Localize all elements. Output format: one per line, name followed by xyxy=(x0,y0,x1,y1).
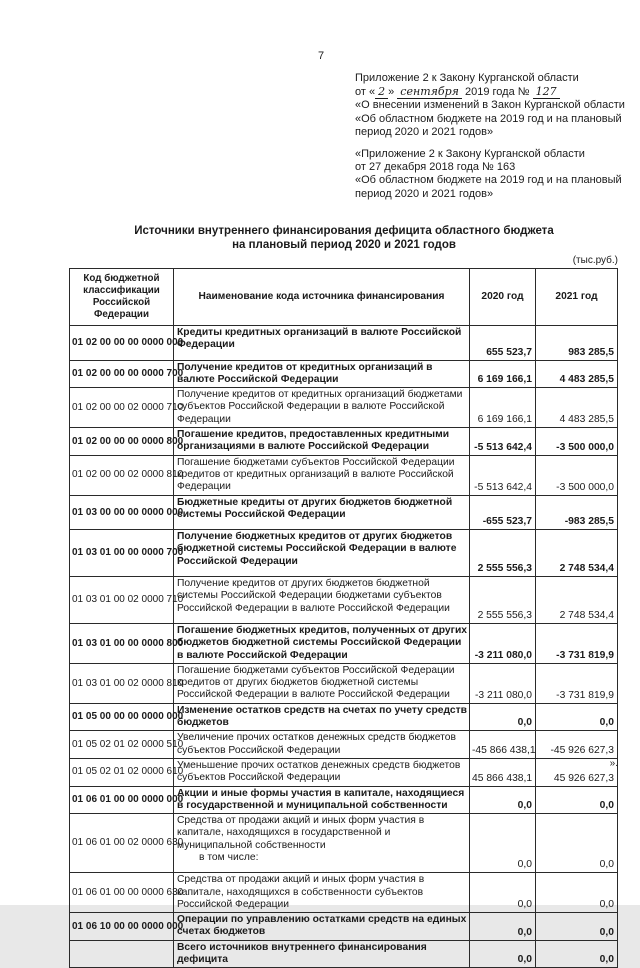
source-name-subline: в том числе: xyxy=(199,851,259,863)
source-name-text: Увеличение прочих остатков денежных средств бюджетов субъектов Российской Федерации xyxy=(177,732,456,756)
source-name-text: Погашение кредитов, предоставленных кредитными организациями в валюте Российской Федерации xyxy=(177,429,450,453)
source-name-cell xyxy=(174,731,470,759)
closing-quote-mark: ». xyxy=(609,758,618,769)
table-row xyxy=(70,940,618,968)
handwritten-month: сентября xyxy=(397,85,462,99)
source-name-text: Уменьшение прочих остатков денежных средств бюджетов субъектов Российской Федерации xyxy=(177,759,461,784)
column-header-2021: 2021 год xyxy=(536,269,618,326)
source-name-cell xyxy=(174,577,470,624)
source-name-text: Изменение остатков средств на счетах по учету средств бюджетов xyxy=(177,704,467,729)
title-line2: на плановый период 2020 и 2021 годов xyxy=(232,239,456,251)
value-2020-cell: 2 555 556,3 xyxy=(470,530,536,577)
value-2020-cell: 655 523,7 xyxy=(470,326,536,361)
budget-code-cell: 01 03 01 00 02 0000 710 xyxy=(70,577,174,624)
source-name-cell xyxy=(174,940,470,968)
budget-code-cell: 01 06 10 00 00 0000 000 xyxy=(70,913,174,941)
value-2021-cell: 4 483 285,5 xyxy=(536,360,618,388)
value-2021-cell: -983 285,5 xyxy=(536,495,618,530)
table-row xyxy=(70,388,618,428)
value-2020-cell: 0,0 xyxy=(470,814,536,873)
source-name-cell xyxy=(174,388,470,428)
value-2020-cell: -5 513 642,4 xyxy=(470,428,536,456)
handwritten-number: 127 xyxy=(533,85,560,99)
source-name-cell xyxy=(174,495,470,530)
source-name-text: Акции и иные формы участия в капитале, находящиеся в государственной и муниципальной собственности xyxy=(177,787,465,811)
appendix2-line4: период 2020 и 2021 годов» xyxy=(355,187,494,200)
value-2021-cell: -3 500 000,0 xyxy=(536,428,618,456)
value-2020-cell: 0,0 xyxy=(470,873,536,913)
source-name-cell xyxy=(174,455,470,495)
budget-code-cell: 01 03 01 00 02 0000 810 xyxy=(70,663,174,703)
source-name-text: Получение кредитов от других бюджетов бюджетной системы Российской Федерации бюджетами субъектов Российской Федерации в валюте Российской Федерации xyxy=(177,578,450,614)
source-name-cell xyxy=(174,786,470,814)
budget-code-cell: 01 06 01 00 02 0000 630 xyxy=(70,814,174,873)
budget-code-cell xyxy=(70,940,174,968)
budget-code-cell: 01 02 00 00 00 0000 000 xyxy=(70,326,174,361)
title-line1: Источники внутреннего финансирования дефицита областного бюджета xyxy=(134,225,554,237)
value-2021-cell: 45 926 627,3 xyxy=(536,758,618,786)
value-2021-cell: -45 926 627,3 xyxy=(536,731,618,759)
value-2020-cell: -5 513 642,4 xyxy=(470,455,536,495)
source-name-cell xyxy=(174,326,470,361)
appendix1-line3: «О внесении изменений в Закон Курганской области xyxy=(355,99,625,112)
table-row xyxy=(70,455,618,495)
value-2020-cell: 0,0 xyxy=(470,786,536,814)
value-2020-cell: 0,0 xyxy=(470,703,536,731)
source-name-cell xyxy=(174,428,470,456)
value-2021-cell: 0,0 xyxy=(536,703,618,731)
appendix1-line1: Приложение 2 к Закону Курганской области xyxy=(355,72,579,84)
table-row xyxy=(70,703,618,731)
budget-code-cell: 01 05 00 00 00 0000 000 xyxy=(70,703,174,731)
appendix1-line5: период 2020 и 2021 годов» xyxy=(355,125,494,138)
source-name-cell xyxy=(174,814,470,873)
budget-code-cell: 01 02 00 00 00 0000 800 xyxy=(70,428,174,456)
appendix1-date-line xyxy=(355,85,627,99)
table-row xyxy=(70,663,618,703)
units-note: (тыс.руб.) xyxy=(572,255,618,266)
source-name-text: Получение кредитов от кредитных организаций бюджетами субъектов Российской Федерации в валюте Российской Федерации xyxy=(177,389,463,425)
date-mid: » xyxy=(388,86,398,99)
budget-code-cell: 01 02 00 00 02 0000 710 xyxy=(70,388,174,428)
value-2021-cell: 0,0 xyxy=(536,814,618,873)
value-2020-cell: 0,0 xyxy=(470,940,536,968)
value-2021-cell: -3 731 819,9 xyxy=(536,623,618,663)
budget-code-cell: 01 03 01 00 00 0000 700 xyxy=(70,530,174,577)
source-name-cell xyxy=(174,623,470,663)
value-2021-cell: 4 483 285,5 xyxy=(536,388,618,428)
date-rest: 2019 года № xyxy=(461,86,533,99)
source-name-text: Погашение бюджетных кредитов, полученных от других бюджетов бюджетной системы Российской Федерации в валюте Российской Федерации xyxy=(177,624,467,661)
value-2021-cell: 0,0 xyxy=(536,873,618,913)
value-2020-cell: 2 555 556,3 xyxy=(470,577,536,624)
source-name-cell xyxy=(174,703,470,731)
column-header-code: Код бюджетной классификации Российской Федерации xyxy=(70,269,174,326)
appendix2-line1: «Приложение 2 к Закону Курганской области xyxy=(355,148,585,161)
value-2020-cell: 0,0 xyxy=(470,913,536,941)
table-row xyxy=(70,360,618,388)
source-name-cell xyxy=(174,360,470,388)
source-name-text: Средства от продажи акций и иных форм участия в капитале, находящихся в собственности субъектов Российской Федерации xyxy=(177,874,425,910)
column-header-2020: 2020 год xyxy=(470,269,536,326)
value-2021-cell: 983 285,5 xyxy=(536,326,618,361)
table-row xyxy=(70,577,618,624)
budget-code-cell: 01 06 01 00 00 0000 000 xyxy=(70,786,174,814)
spacer xyxy=(355,139,627,148)
table-row xyxy=(70,326,618,361)
budget-code-cell: 01 02 00 00 00 0000 700 xyxy=(70,360,174,388)
handwritten-day: 2 xyxy=(375,85,388,99)
budget-code-cell: 01 05 02 01 02 0000 610 xyxy=(70,758,174,786)
table-row xyxy=(70,786,618,814)
budget-code-cell: 01 03 01 00 00 0000 800 xyxy=(70,623,174,663)
table-header-row xyxy=(70,269,618,326)
value-2020-cell: 6 169 166,1 xyxy=(470,360,536,388)
value-2020-cell: 6 169 166,1 xyxy=(470,388,536,428)
source-name-text: Всего источников внутреннего финансирования дефицита xyxy=(177,941,427,966)
source-name-text: Получение кредитов от кредитных организаций в валюте Российской Федерации xyxy=(177,361,433,385)
value-2020-cell: -655 523,7 xyxy=(470,495,536,530)
table-row xyxy=(70,731,618,759)
value-2021-cell: 2 748 534,4 xyxy=(536,530,618,577)
value-2021-cell: 0,0 xyxy=(536,940,618,968)
table-row xyxy=(70,623,618,663)
source-name-text: Бюджетные кредиты от других бюджетов бюджетной системы Российской Федерации xyxy=(177,496,453,520)
table-row xyxy=(70,530,618,577)
source-name-text: Погашение бюджетами субъектов Российской Федерации кредитов от других бюджетов бюджетной системы Российской Федерации в валюте Российской Федерации xyxy=(177,664,455,701)
table-row xyxy=(70,814,618,873)
table-row xyxy=(70,913,618,941)
table-body xyxy=(70,326,618,968)
page-number: 7 xyxy=(318,50,325,62)
budget-code-cell: 01 05 02 01 02 0000 510 xyxy=(70,731,174,759)
budget-sources-table xyxy=(69,268,618,968)
value-2020-cell: 45 866 438,1 xyxy=(470,758,536,786)
source-name-text: Операции по управлению остатками средств на единых счетах бюджетов xyxy=(177,914,467,938)
document-title xyxy=(70,224,618,252)
table-row xyxy=(70,495,618,530)
appendix1-line4: «Об областном бюджете на 2019 год и на плановый xyxy=(355,112,622,125)
source-name-cell xyxy=(174,913,470,941)
value-2021-cell: 0,0 xyxy=(536,913,618,941)
source-name-cell xyxy=(174,663,470,703)
column-header-name: Наименование кода источника финансирования xyxy=(174,269,470,326)
appendix-header xyxy=(355,72,627,201)
value-2021-cell: -3 500 000,0 xyxy=(536,455,618,495)
table-row xyxy=(70,428,618,456)
source-name-text: Кредиты кредитных организаций в валюте Российской Федерации xyxy=(177,327,462,351)
value-2021-cell: 0,0 xyxy=(536,786,618,814)
appendix2-line3: «Об областном бюджете на 2019 год и на плановый xyxy=(355,174,622,187)
budget-code-cell: 01 02 00 00 02 0000 810 xyxy=(70,455,174,495)
budget-code-cell: 01 06 01 00 00 0000 630 xyxy=(70,873,174,913)
source-name-cell xyxy=(174,530,470,577)
value-2021-cell: -3 731 819,9 xyxy=(536,663,618,703)
value-2020-cell: -3 211 080,0 xyxy=(470,623,536,663)
source-name-text: Получение бюджетных кредитов от других бюджетов бюджетной системы Российской Федерации в валюте Российской Федерации xyxy=(177,531,457,567)
source-name-text: Погашение бюджетами субъектов Российской Федерации кредитов от кредитных организаций в валюте Российской Федерации xyxy=(177,456,455,493)
source-name-text: Средства от продажи акций и иных форм участия в капитале, находящихся в государственной и муниципальной собственности xyxy=(177,815,425,851)
table-row xyxy=(70,873,618,913)
value-2020-cell: -45 866 438,1 xyxy=(470,731,536,759)
budget-code-cell: 01 03 00 00 00 0000 000 xyxy=(70,495,174,530)
appendix2-line2: от 27 декабря 2018 года № 163 xyxy=(355,161,516,174)
date-prefix: от « xyxy=(355,86,376,99)
value-2021-cell: 2 748 534,4 xyxy=(536,577,618,624)
value-2020-cell: -3 211 080,0 xyxy=(470,663,536,703)
source-name-cell xyxy=(174,873,470,913)
